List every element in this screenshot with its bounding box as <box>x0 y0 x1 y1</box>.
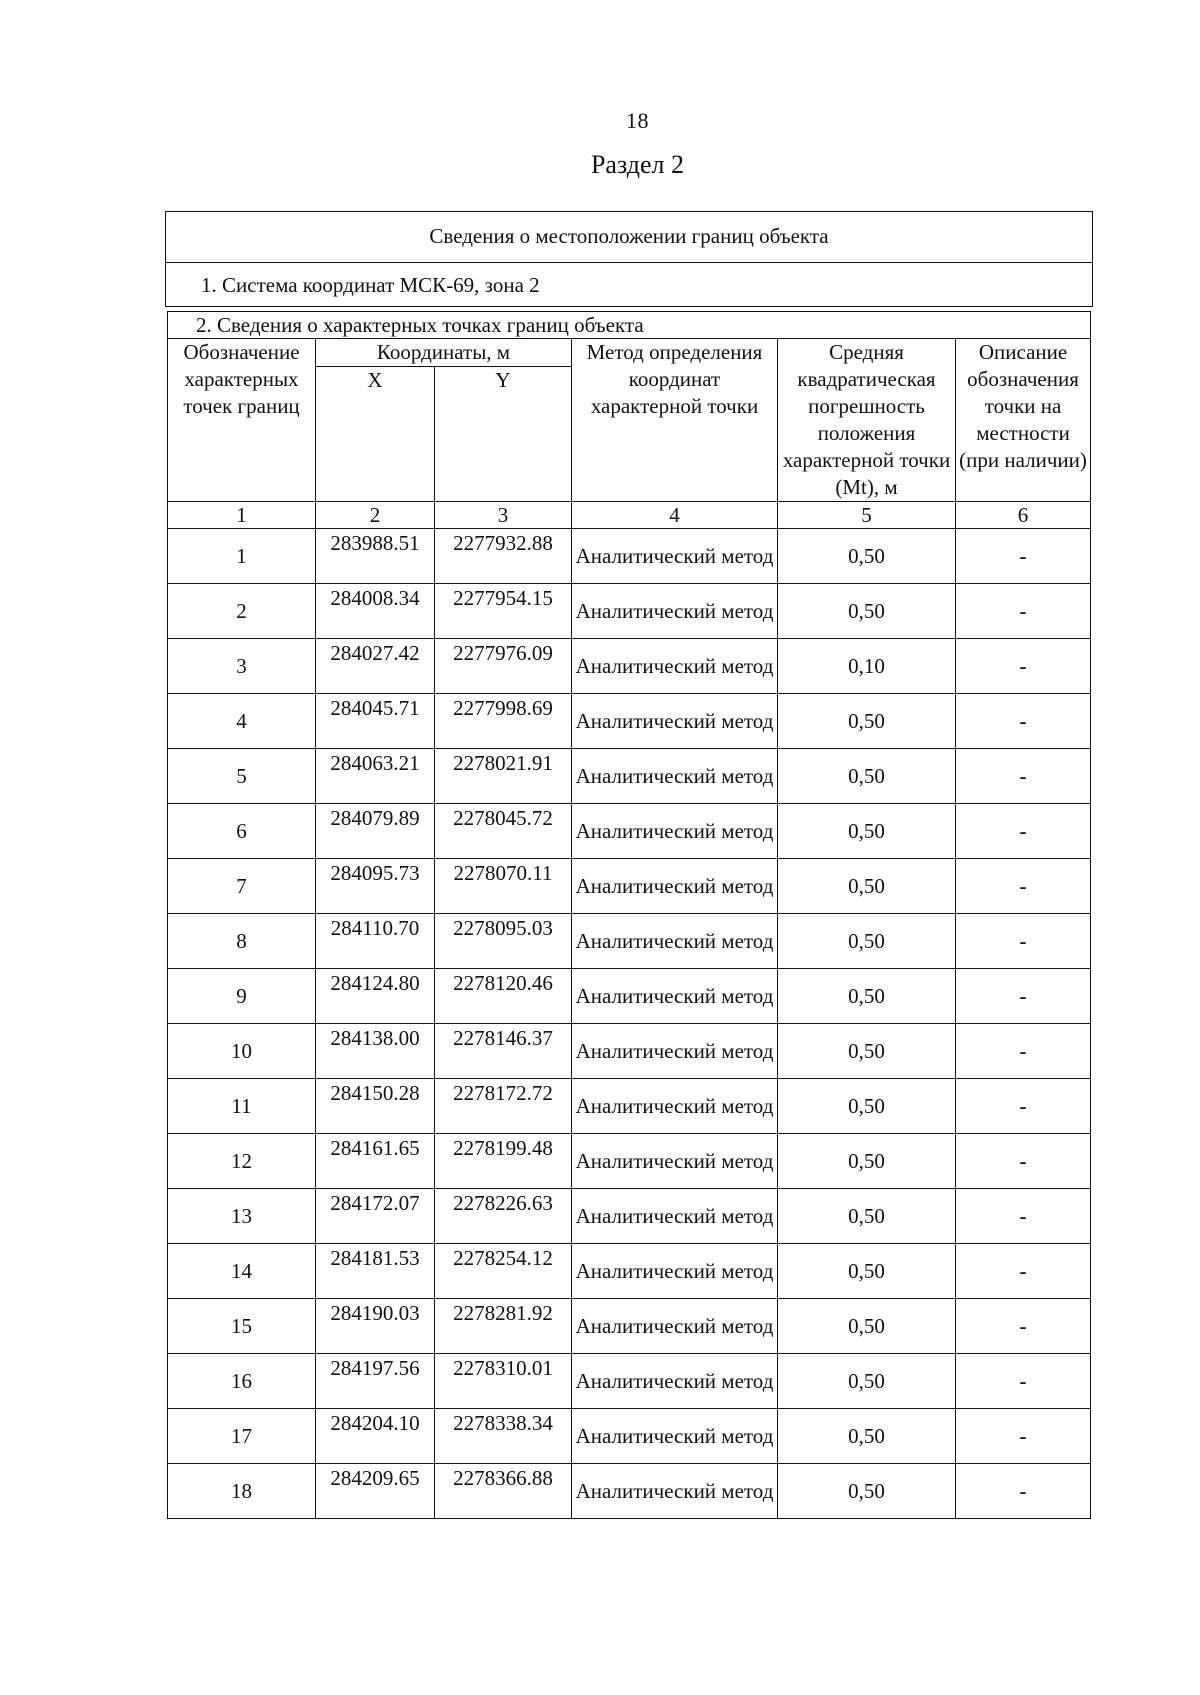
table-row <box>168 749 1091 804</box>
error-cell: 0,50 <box>778 804 956 859</box>
table-row <box>168 1079 1091 1134</box>
point-cell: 4 <box>168 694 316 749</box>
table-row <box>168 1299 1091 1354</box>
table-row <box>168 1464 1091 1519</box>
description-cell: - <box>956 1024 1091 1079</box>
header-y: Y <box>435 367 572 502</box>
y-coordinate-cell: 2278045.72 <box>435 804 572 859</box>
description-cell: - <box>956 1409 1091 1464</box>
method-cell: Аналитический метод <box>572 529 778 584</box>
description-cell: - <box>956 1464 1091 1519</box>
point-cell: 9 <box>168 969 316 1024</box>
column-number: 6 <box>956 502 1091 529</box>
method-cell: Аналитический метод <box>572 1409 778 1464</box>
description-cell: - <box>956 1134 1091 1189</box>
error-cell: 0,10 <box>778 639 956 694</box>
method-cell: Аналитический метод <box>572 749 778 804</box>
column-number: 4 <box>572 502 778 529</box>
column-number: 5 <box>778 502 956 529</box>
table-row <box>168 1244 1091 1299</box>
point-cell: 13 <box>168 1189 316 1244</box>
y-coordinate-cell: 2277954.15 <box>435 584 572 639</box>
method-cell: Аналитический метод <box>572 694 778 749</box>
y-coordinate-cell: 2278338.34 <box>435 1409 572 1464</box>
error-cell: 0,50 <box>778 1079 956 1134</box>
y-coordinate-cell: 2278172.72 <box>435 1079 572 1134</box>
point-cell: 18 <box>168 1464 316 1519</box>
table-row <box>168 1134 1091 1189</box>
description-cell: - <box>956 529 1091 584</box>
method-cell: Аналитический метод <box>572 1244 778 1299</box>
x-coordinate-cell: 284008.34 <box>316 584 435 639</box>
description-cell: - <box>956 1189 1091 1244</box>
description-cell: - <box>956 804 1091 859</box>
point-cell: 2 <box>168 584 316 639</box>
y-coordinate-cell: 2278146.37 <box>435 1024 572 1079</box>
box-title: Сведения о местоположении границ объекта <box>166 212 1092 263</box>
x-coordinate-cell: 283988.51 <box>316 529 435 584</box>
point-cell: 11 <box>168 1079 316 1134</box>
point-cell: 10 <box>168 1024 316 1079</box>
x-coordinate-cell: 284172.07 <box>316 1189 435 1244</box>
method-cell: Аналитический метод <box>572 1464 778 1519</box>
x-coordinate-cell: 284124.80 <box>316 969 435 1024</box>
method-cell: Аналитический метод <box>572 914 778 969</box>
description-cell: - <box>956 1244 1091 1299</box>
description-cell: - <box>956 639 1091 694</box>
y-coordinate-cell: 2277932.88 <box>435 529 572 584</box>
error-cell: 0,50 <box>778 1409 956 1464</box>
error-cell: 0,50 <box>778 859 956 914</box>
table-row <box>168 529 1091 584</box>
table-row <box>168 1354 1091 1409</box>
method-cell: Аналитический метод <box>572 969 778 1024</box>
error-cell: 0,50 <box>778 749 956 804</box>
error-cell: 0,50 <box>778 1299 956 1354</box>
description-cell: - <box>956 1299 1091 1354</box>
method-cell: Аналитический метод <box>572 1299 778 1354</box>
point-cell: 3 <box>168 639 316 694</box>
x-coordinate-cell: 284079.89 <box>316 804 435 859</box>
table-row <box>168 1409 1091 1464</box>
description-cell: - <box>956 694 1091 749</box>
x-coordinate-cell: 284063.21 <box>316 749 435 804</box>
method-cell: Аналитический метод <box>572 1189 778 1244</box>
points-table <box>167 311 1091 1519</box>
error-cell: 0,50 <box>778 969 956 1024</box>
method-cell: Аналитический метод <box>572 1134 778 1189</box>
method-cell: Аналитический метод <box>572 1354 778 1409</box>
point-cell: 1 <box>168 529 316 584</box>
method-cell: Аналитический метод <box>572 1079 778 1134</box>
method-cell: Аналитический метод <box>572 584 778 639</box>
y-coordinate-cell: 2277976.09 <box>435 639 572 694</box>
point-cell: 12 <box>168 1134 316 1189</box>
error-cell: 0,50 <box>778 584 956 639</box>
error-cell: 0,50 <box>778 1189 956 1244</box>
description-cell: - <box>956 969 1091 1024</box>
error-cell: 0,50 <box>778 1134 956 1189</box>
y-coordinate-cell: 2278021.91 <box>435 749 572 804</box>
error-cell: 0,50 <box>778 694 956 749</box>
table-row <box>168 694 1091 749</box>
table-caption: 2. Сведения о характерных точках границ объекта <box>168 312 1091 339</box>
method-cell: Аналитический метод <box>572 804 778 859</box>
method-cell: Аналитический метод <box>572 1024 778 1079</box>
table-row <box>168 1024 1091 1079</box>
point-cell: 5 <box>168 749 316 804</box>
x-coordinate-cell: 284197.56 <box>316 1354 435 1409</box>
error-cell: 0,50 <box>778 1354 956 1409</box>
description-cell: - <box>956 749 1091 804</box>
y-coordinate-cell: 2278310.01 <box>435 1354 572 1409</box>
table-row <box>168 639 1091 694</box>
header-x: X <box>316 367 435 502</box>
method-cell: Аналитический метод <box>572 639 778 694</box>
table-row <box>168 804 1091 859</box>
header-point: Обозначение характерных точек границ <box>168 339 316 502</box>
location-info-box <box>165 211 1093 307</box>
x-coordinate-cell: 284027.42 <box>316 639 435 694</box>
y-coordinate-cell: 2278095.03 <box>435 914 572 969</box>
y-coordinate-cell: 2278254.12 <box>435 1244 572 1299</box>
point-cell: 14 <box>168 1244 316 1299</box>
error-cell: 0,50 <box>778 529 956 584</box>
x-coordinate-cell: 284150.28 <box>316 1079 435 1134</box>
point-cell: 16 <box>168 1354 316 1409</box>
description-cell: - <box>956 859 1091 914</box>
table-row <box>168 584 1091 639</box>
point-cell: 17 <box>168 1409 316 1464</box>
table-row <box>168 969 1091 1024</box>
column-number: 3 <box>435 502 572 529</box>
table-caption-row <box>168 312 1091 339</box>
coordinate-system: 1. Система координат МСК-69, зона 2 <box>201 273 540 297</box>
error-cell: 0,50 <box>778 1024 956 1079</box>
page-number: 18 <box>626 108 649 133</box>
description-cell: - <box>956 1354 1091 1409</box>
header-error: Средняя квадратическая погрешность положения характерной точки (Mt), м <box>778 339 956 502</box>
points-table-wrap <box>167 311 1090 1519</box>
x-coordinate-cell: 284204.10 <box>316 1409 435 1464</box>
error-cell: 0,50 <box>778 914 956 969</box>
y-coordinate-cell: 2278226.63 <box>435 1189 572 1244</box>
x-coordinate-cell: 284110.70 <box>316 914 435 969</box>
x-coordinate-cell: 284181.53 <box>316 1244 435 1299</box>
header-row-1 <box>168 339 1091 367</box>
y-coordinate-cell: 2278366.88 <box>435 1464 572 1519</box>
y-coordinate-cell: 2278281.92 <box>435 1299 572 1354</box>
point-cell: 8 <box>168 914 316 969</box>
header-method: Метод определения координат характерной точки <box>572 339 778 502</box>
table-row <box>168 914 1091 969</box>
column-numbers-row <box>168 502 1091 529</box>
x-coordinate-cell: 284161.65 <box>316 1134 435 1189</box>
table-row <box>168 1189 1091 1244</box>
section-title: Раздел 2 <box>590 150 685 179</box>
x-coordinate-cell: 284095.73 <box>316 859 435 914</box>
y-coordinate-cell: 2277998.69 <box>435 694 572 749</box>
description-cell: - <box>956 914 1091 969</box>
y-coordinate-cell: 2278070.11 <box>435 859 572 914</box>
x-coordinate-cell: 284045.71 <box>316 694 435 749</box>
error-cell: 0,50 <box>778 1464 956 1519</box>
x-coordinate-cell: 284209.65 <box>316 1464 435 1519</box>
y-coordinate-cell: 2278120.46 <box>435 969 572 1024</box>
table-row <box>168 859 1091 914</box>
error-cell: 0,50 <box>778 1244 956 1299</box>
description-cell: - <box>956 1079 1091 1134</box>
column-number: 2 <box>316 502 435 529</box>
x-coordinate-cell: 284190.03 <box>316 1299 435 1354</box>
header-coords: Координаты, м <box>316 339 572 367</box>
y-coordinate-cell: 2278199.48 <box>435 1134 572 1189</box>
header-description: Описание обозначения точки на местности (при наличии) <box>956 339 1091 502</box>
column-number: 1 <box>168 502 316 529</box>
method-cell: Аналитический метод <box>572 859 778 914</box>
point-cell: 7 <box>168 859 316 914</box>
point-cell: 15 <box>168 1299 316 1354</box>
description-cell: - <box>956 584 1091 639</box>
x-coordinate-cell: 284138.00 <box>316 1024 435 1079</box>
point-cell: 6 <box>168 804 316 859</box>
